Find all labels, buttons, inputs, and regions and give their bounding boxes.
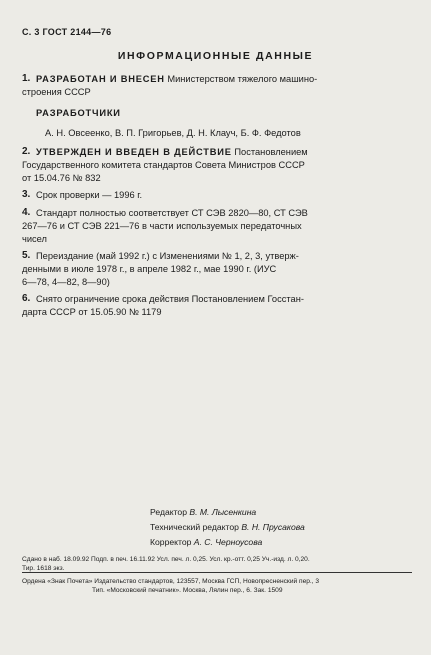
editors-block: [150, 505, 305, 550]
corrector-line: [150, 535, 305, 550]
item-3: [22, 189, 410, 202]
item-5: [22, 250, 410, 288]
item-6: [22, 293, 410, 319]
item-number: 2.: [22, 146, 31, 157]
item-2: [22, 146, 410, 184]
item-text: Постановлением: [234, 147, 308, 157]
print-info-line: Сдано в наб. 18.09.92 Подп. в печ. 16.11.92 Усл. печ. л. 0,25. Усл. кр.-отт. 0,25 Уч.-изд. л. 0,20.: [22, 556, 310, 563]
item-text-cont: 6—78, 4—82, 8—90): [22, 276, 110, 287]
developers-heading: РАЗРАБОТЧИКИ: [36, 108, 121, 118]
item-text: Срок проверки — 1996 г.: [36, 190, 143, 200]
item-text: Министерством тяжелого машино-: [167, 74, 318, 84]
item-number: 5.: [22, 250, 31, 261]
print-info-top: [22, 555, 417, 573]
print-info-line: Ордена «Знак Почета» Издательство стандартов, 123557, Москва ГСП, Новопресненский пер., 3: [22, 578, 320, 585]
item-text-cont: дарта СССР от 15.05.90 № 1179: [22, 306, 162, 317]
item-text-cont: от 15.04.76 № 832: [22, 172, 101, 183]
item-1: [22, 73, 410, 99]
corrector-name: А. С. Черноусова: [193, 537, 263, 547]
divider-line: [22, 572, 412, 573]
item-text: Переиздание (май 1992 г.) с Изменениями № 1, 2, 3, утверж-: [36, 251, 299, 261]
item-text-cont: Государственного комитета стандартов Совета Министров СССР: [22, 159, 305, 170]
tech-editor-name: В. Н. Прусакова: [241, 522, 305, 532]
item-number: 1.: [22, 73, 31, 84]
print-info-bottom: [22, 577, 417, 595]
item-lead: УТВЕРЖДЕН И ВВЕДЕН В ДЕЙСТВИЕ: [36, 147, 232, 157]
tech-editor-line: [150, 520, 305, 535]
corrector-label: Корректор: [150, 537, 192, 547]
editor-label: Редактор: [150, 507, 187, 517]
item-text-cont: чисел: [22, 233, 47, 244]
editor-line: [150, 505, 305, 520]
item-text-cont: строения СССР: [22, 86, 91, 97]
page-header-code: С. 3 ГОСТ 2144—76: [22, 27, 112, 37]
item-4: [22, 207, 410, 245]
editor-name: В. М. Лысенкина: [189, 507, 257, 517]
print-info-line: Тир. 1618 экз.: [22, 565, 65, 572]
developers-names: А. Н. Овсеенко, В. П. Григорьев, Д. Н. Клауч, Б. Ф. Федотов: [45, 128, 301, 138]
item-text: Стандарт полностью соответствует СТ СЭВ 2820—80, СТ СЭВ: [36, 208, 308, 218]
item-number: 3.: [22, 189, 31, 200]
item-number: 6.: [22, 293, 31, 304]
section-title: ИНФОРМАЦИОННЫЕ ДАННЫЕ: [117, 50, 314, 62]
item-text-cont: 267—76 и СТ СЭВ 221—76 в части используемых передаточных: [22, 220, 302, 231]
tech-editor-label: Технический редактор: [150, 522, 239, 532]
item-number: 4.: [22, 207, 31, 218]
item-text-cont: денными в июле 1978 г., в апреле 1982 г., мае 1990 г. (ИУС: [22, 263, 277, 274]
item-text: Снято ограничение срока действия Постановлением Госстан-: [36, 294, 304, 304]
item-lead: РАЗРАБОТАН И ВНЕСЕН: [36, 74, 165, 84]
print-info-line: Тип. «Московский печатник». Москва, Лялин пер., 6. Зак. 1509: [92, 587, 283, 594]
